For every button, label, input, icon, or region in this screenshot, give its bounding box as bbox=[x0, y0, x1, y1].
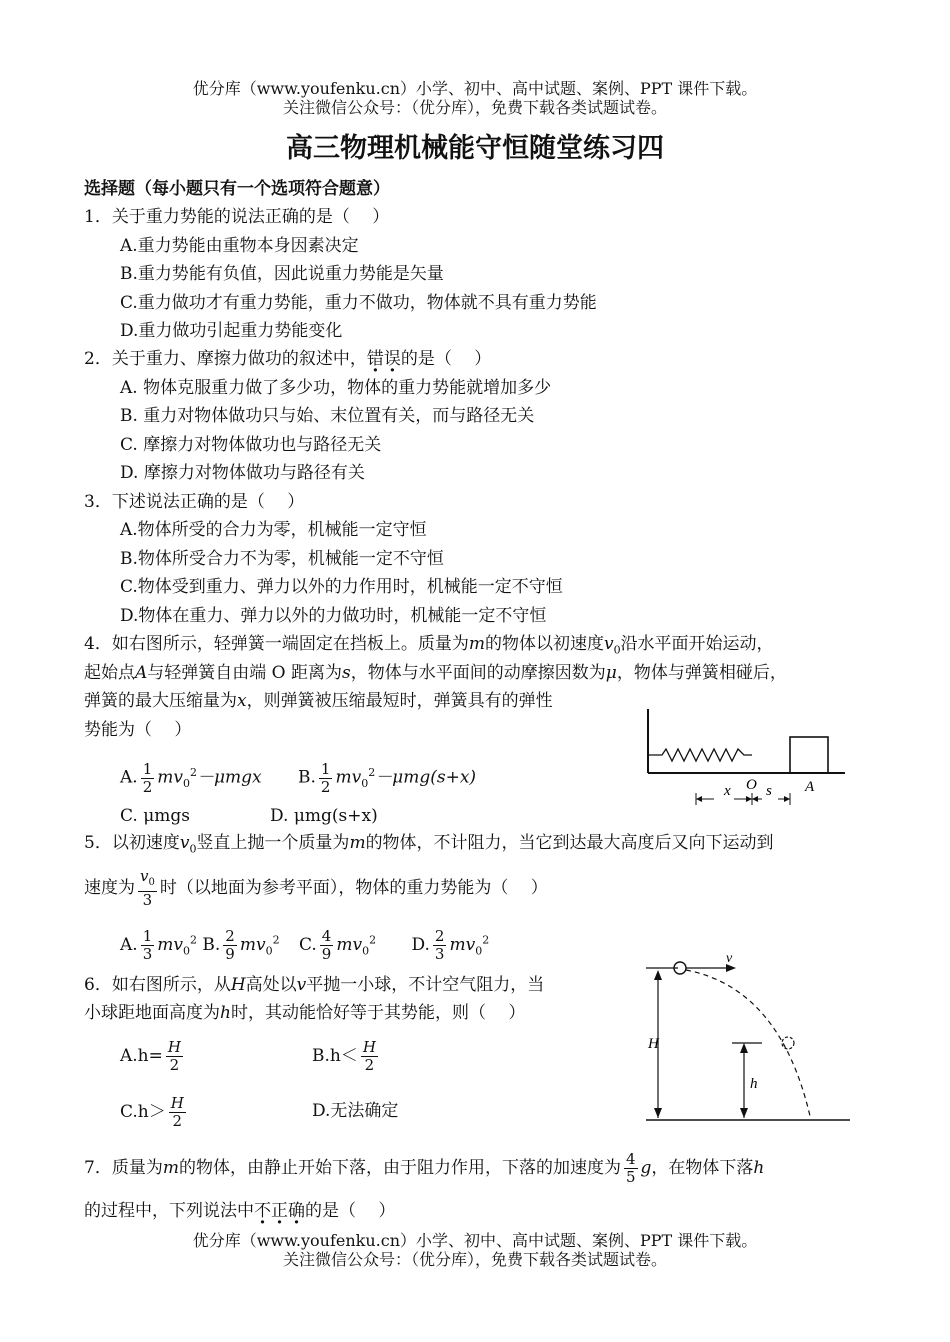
q4-option-c: C. μmgs bbox=[120, 806, 190, 826]
arrow-icon bbox=[740, 1108, 748, 1118]
q4-option-a: A. $\frac{1}{2}$ $mv_0^2-\mu mgx$ bbox=[120, 759, 262, 796]
q7-line-1: 7．质量为m的物体，由静止开始下落，由于阻力作用，下落的加速度为 $\frac{4}{5}$ g，在物体下落h bbox=[84, 1150, 765, 1186]
arrow-icon bbox=[784, 796, 790, 802]
q3-option-b: B.物体所受合力不为零，机械能一定不守恒 bbox=[120, 549, 444, 569]
arrow-icon bbox=[654, 970, 662, 980]
q6-line-2: 小球距地面高度为h时，其动能恰好等于其势能，则（ ） bbox=[84, 1003, 526, 1023]
ball-icon bbox=[782, 1037, 794, 1049]
emphasis-mark: 不 bbox=[254, 1201, 271, 1221]
section-heading: 选择题（每小题只有一个选项符合题意） bbox=[84, 179, 390, 199]
spring-icon bbox=[648, 749, 752, 761]
q2-option-a: A. 物体克服重力做了多少功，物体的重力势能就增加多少 bbox=[120, 378, 552, 398]
q4-line-3: 弹簧的最大压缩量为x，则弹簧被压缩最短时，弹簧具有的弹性 bbox=[84, 691, 553, 711]
fig-label-x: x bbox=[724, 783, 731, 799]
q2-option-b: B. 重力对物体做功只与始、末位置有关，而与路径无关 bbox=[120, 406, 535, 426]
fig-label-s: s bbox=[766, 783, 772, 799]
q4-line-2: 起始点A与轻弹簧自由端 O 距离为s，物体与水平面间的动摩擦因数为μ，物体与弹簧相碰后， bbox=[84, 663, 787, 683]
q4-line-1: 4．如右图所示，轻弹簧一端固定在挡板上。质量为m的物体以初速度$v_0$沿水平面开始运动， bbox=[84, 634, 774, 657]
q5-option-a: A. $\frac{1}{3}$ $mv_0^2$ bbox=[120, 926, 197, 963]
q5-line-1: 5．以初速度$v_0$竖直上抛一个质量为m的物体，不计阻力，当它到达最大高度后又向下运动到 bbox=[84, 833, 774, 856]
footer-line-2: 关注微信公众号：（优分库），免费下载各类试题试卷。 bbox=[282, 1250, 667, 1269]
q4-line-4: 势能为（ ） bbox=[84, 720, 192, 740]
header-line-1: 优分库（www.youfenku.cn）小学、初中、高中试题、案例、PPT 课件下载。 bbox=[192, 79, 758, 98]
spring-block-figure bbox=[640, 705, 850, 815]
fig-label-h-lower: h bbox=[750, 1076, 758, 1092]
q4-option-d: D. μmg(s+x) bbox=[270, 806, 378, 826]
q6-option-d: D.无法确定 bbox=[312, 1101, 399, 1121]
emphasis-mark: 误 bbox=[383, 349, 401, 369]
q4-option-b: B. $\frac{1}{2}$ $mv_0^2-\mu mg(s+x)$ bbox=[298, 759, 477, 796]
q7-line-2: 的过程中，下列说法中不正确的是（ ） bbox=[84, 1201, 396, 1221]
block-a bbox=[790, 737, 828, 773]
q5-line-2: 速度为 $\frac{v_0}{3}$ 时（以地面为参考平面），物体的重力势能为（ ） bbox=[84, 867, 548, 909]
q2-option-c: C. 摩擦力对物体做功也与路径无关 bbox=[120, 435, 382, 455]
q1-option-d: D.重力做功引起重力势能变化 bbox=[120, 321, 343, 341]
q3-option-d: D.物体在重力、弹力以外的力做功时，机械能一定不守恒 bbox=[120, 606, 547, 626]
q5-option-d: D. $\frac{2}{3}$ $mv_0^2$ bbox=[411, 926, 490, 963]
q3-option-a: A.物体所受的合力为零，机械能一定守恒 bbox=[120, 520, 427, 540]
q6-option-a: A.h= $\frac{H}{2}$ bbox=[120, 1038, 181, 1074]
fig-label-a: A bbox=[805, 779, 815, 795]
fig-label-o: O bbox=[746, 777, 757, 793]
q1-stem: 1．关于重力势能的说法正确的是（ ） bbox=[84, 207, 390, 227]
emphasis-mark: 正 bbox=[271, 1201, 288, 1221]
q3-option-c: C.物体受到重力、弹力以外的力作用时，机械能一定不守恒 bbox=[120, 577, 563, 597]
fig-label-h-upper: H bbox=[648, 1036, 659, 1052]
arrow-icon bbox=[746, 796, 752, 802]
arrow-icon bbox=[654, 1108, 662, 1118]
q5-options bbox=[120, 922, 489, 969]
header-line-2: 关注微信公众号：（优分库），免费下载各类试题试卷。 bbox=[282, 98, 667, 117]
q6-line-1: 6．如右图所示，从H高处以v平抛一小球，不计空气阻力，当 bbox=[84, 975, 545, 995]
q3-stem: 3．下述说法正确的是（ ） bbox=[84, 492, 305, 512]
q6-option-b: B.h＜ $\frac{H}{2}$ bbox=[312, 1038, 376, 1074]
emphasis-mark: 确 bbox=[288, 1201, 305, 1221]
q1-option-b: B.重力势能有负值，因此说重力势能是矢量 bbox=[120, 264, 444, 284]
emphasis-mark: 错 bbox=[366, 349, 384, 369]
projectile-figure bbox=[640, 948, 855, 1126]
footer-line-1: 优分库（www.youfenku.cn）小学、初中、高中试题、案例、PPT 课件下载。 bbox=[192, 1231, 758, 1250]
fig-label-v: v bbox=[726, 951, 733, 966]
q1-option-a: A.重力势能由重物本身因素决定 bbox=[120, 236, 359, 256]
arrow-icon bbox=[740, 1043, 748, 1053]
q1-option-c: C.重力做功才有重力势能，重力不做功，物体就不具有重力势能 bbox=[120, 293, 597, 313]
q2-stem: 2．关于重力、摩擦力做功的叙述中，错误的是（ ） bbox=[84, 349, 492, 369]
q6-option-c: C.h＞ $\frac{H}{2}$ bbox=[120, 1094, 184, 1130]
arrow-icon bbox=[752, 796, 758, 802]
q5-option-b: B. $\frac{2}{9}$ $mv_0^2$ bbox=[202, 926, 280, 963]
page-title: 高三物理机械能守恒随堂练习四 bbox=[286, 133, 664, 164]
q5-option-c: C. $\frac{4}{9}$ $mv_0^2$ bbox=[298, 926, 377, 963]
arrow-icon bbox=[696, 796, 702, 802]
q2-option-d: D. 摩擦力对物体做功与路径有关 bbox=[120, 463, 365, 483]
